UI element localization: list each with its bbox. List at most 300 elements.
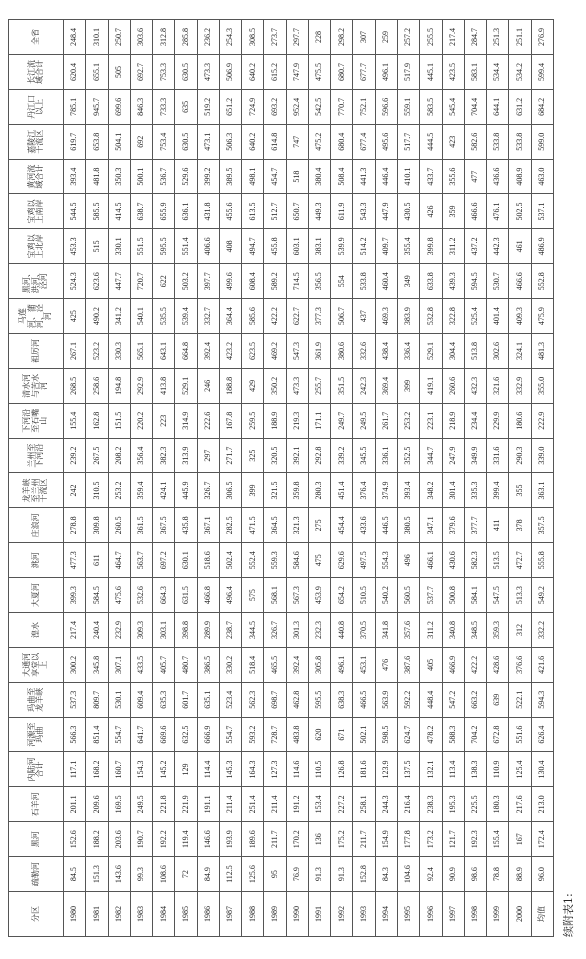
table-cell: 455.8 <box>264 229 286 264</box>
table-cell: 292.8 <box>308 438 330 473</box>
column-header: 下河沿至石嘴山 <box>9 403 64 438</box>
table-cell: 303.1 <box>153 613 175 648</box>
table-cell: 216.4 <box>397 787 419 822</box>
table-cell: 503.2 <box>175 264 197 299</box>
table-cell: 518 <box>286 159 308 194</box>
table-cell: 348.5 <box>464 613 486 648</box>
table-cell: 399 <box>397 368 419 403</box>
table-cell: 599.0 <box>531 124 553 159</box>
table-cell: 560.5 <box>397 578 419 613</box>
table-cell: 422.2 <box>264 299 286 334</box>
table-cell: 188.2 <box>86 822 108 857</box>
table-cell: 502.1 <box>353 717 375 752</box>
table-cell: 227.2 <box>331 787 353 822</box>
table-cell: 584.5 <box>86 578 108 613</box>
table-cell: 620.4 <box>64 55 86 90</box>
table-cell: 217.6 <box>509 787 531 822</box>
table-cell: 635 <box>175 89 197 124</box>
table-cell: 518.4 <box>242 647 264 682</box>
table-cell: 563.9 <box>375 682 397 717</box>
table-cell: 583.1 <box>464 55 486 90</box>
table-cell: 481.3 <box>531 334 553 369</box>
table-cell: 529.1 <box>420 334 442 369</box>
table-cell: 312.8 <box>153 20 175 55</box>
row-label-cell: 1994 <box>375 892 397 937</box>
table-cell: 496.1 <box>331 647 353 682</box>
table-cell: 720.7 <box>130 264 152 299</box>
column-header: 内陆河合计 <box>9 752 64 787</box>
table-cell: 477 <box>464 159 486 194</box>
table-cell: 242.3 <box>353 368 375 403</box>
table-cell: 463.0 <box>531 159 553 194</box>
table-row <box>375 20 397 937</box>
table-cell: 552.4 <box>242 543 264 578</box>
table-cell: 532.6 <box>130 578 152 613</box>
table-cell: 753.4 <box>153 124 175 159</box>
table-cell: 435.8 <box>175 508 197 543</box>
table-cell: 84.9 <box>197 857 219 892</box>
table-cell: 356.4 <box>130 438 152 473</box>
table-cell: 401.4 <box>487 299 509 334</box>
row-label-cell: 1997 <box>442 892 464 937</box>
table-cell: 302.6 <box>487 334 509 369</box>
table-cell: 369.4 <box>375 368 397 403</box>
table-cell: 304.4 <box>442 334 464 369</box>
table-cell: 332.6 <box>353 334 375 369</box>
row-label-cell: 1999 <box>487 892 509 937</box>
table-cell: 563.7 <box>130 543 152 578</box>
row-label-cell: 1989 <box>264 892 286 937</box>
table-cell: 437.2 <box>464 229 486 264</box>
table-cell: 405.7 <box>153 647 175 682</box>
table-cell: 423.5 <box>442 55 464 90</box>
table-cell: 582.6 <box>464 124 486 159</box>
table-cell: 88.9 <box>509 857 531 892</box>
table-cell: 432.3 <box>464 368 486 403</box>
table-cell: 168.2 <box>86 752 108 787</box>
table-cell: 697.2 <box>153 543 175 578</box>
table-cell: 506.7 <box>331 299 353 334</box>
table-cell: 438.4 <box>375 334 397 369</box>
table-cell: 258.6 <box>86 368 108 403</box>
table-cell: 585.5 <box>86 194 108 229</box>
table-cell: 430.5 <box>397 194 419 229</box>
row-label-cell: 1988 <box>242 892 264 937</box>
table-cell: 475.9 <box>531 299 553 334</box>
table-cell: 480.7 <box>175 647 197 682</box>
table-cell: 454.7 <box>264 159 286 194</box>
table-cell: 540.2 <box>375 578 397 613</box>
table-cell: 433.7 <box>420 159 442 194</box>
table-cell: 585.6 <box>242 299 264 334</box>
table-cell: 595.5 <box>308 682 330 717</box>
table-cell: 172.4 <box>531 822 553 857</box>
table-row <box>153 20 175 937</box>
table-cell: 285.8 <box>175 20 197 55</box>
table-cell: 249.7 <box>331 403 353 438</box>
table-cell: 321.5 <box>264 473 286 508</box>
table-cell: 583.5 <box>420 89 442 124</box>
table-cell: 254.3 <box>219 20 241 55</box>
table-cell: 341.8 <box>375 613 397 648</box>
table-cell: 383.1 <box>308 229 330 264</box>
table-row <box>64 20 86 937</box>
table-cell: 289.9 <box>197 613 219 648</box>
table-cell: 126.8 <box>331 752 353 787</box>
table-caption: 续附表1: <box>562 893 575 937</box>
table-cell: 173.2 <box>420 822 442 857</box>
table-cell: 623.6 <box>86 264 108 299</box>
row-label-cell: 均值 <box>531 892 553 937</box>
table-cell: 517.9 <box>397 55 419 90</box>
table-cell: 478.2 <box>420 717 442 752</box>
table-cell: 562.3 <box>242 682 264 717</box>
table-cell: 631.2 <box>509 89 531 124</box>
table-cell: 426 <box>420 194 442 229</box>
table-cell: 345.8 <box>86 647 108 682</box>
table-row <box>531 20 553 937</box>
table-cell: 301.4 <box>442 473 464 508</box>
table-cell: 330.1 <box>108 229 130 264</box>
table-cell: 554.7 <box>108 717 130 752</box>
table-cell: 635.3 <box>153 682 175 717</box>
table-cell: 431.8 <box>197 194 219 229</box>
table-cell: 221.9 <box>175 787 197 822</box>
table-cell: 466.6 <box>509 264 531 299</box>
table-cell: 680.4 <box>331 124 353 159</box>
row-label-cell: 1996 <box>420 892 442 937</box>
table-cell: 387.6 <box>397 647 419 682</box>
table-cell: 651.2 <box>219 89 241 124</box>
table-cell: 137.5 <box>397 752 419 787</box>
table-cell: 78.8 <box>487 857 509 892</box>
table-cell: 143.6 <box>108 857 130 892</box>
table-cell: 629.6 <box>331 543 353 578</box>
table-cell: 594.3 <box>531 682 553 717</box>
table-cell: 114.6 <box>286 752 308 787</box>
table-cell: 663.2 <box>464 682 486 717</box>
table-cell: 473.3 <box>197 55 219 90</box>
table-cell: 392.4 <box>197 334 219 369</box>
table-cell: 567.3 <box>286 578 308 613</box>
table-cell: 290.3 <box>509 438 531 473</box>
column-header: 清水河与苦水河 <box>9 368 64 403</box>
row-label-cell: 1984 <box>153 892 175 937</box>
table-cell: 476 <box>375 647 397 682</box>
table-cell: 638.7 <box>130 194 152 229</box>
table-cell: 626.4 <box>531 717 553 752</box>
table-cell: 112.5 <box>219 857 241 892</box>
table-cell: 429 <box>242 368 264 403</box>
table-cell: 222.9 <box>531 403 553 438</box>
column-header: 全省 <box>9 20 64 55</box>
table-cell: 208.2 <box>108 438 130 473</box>
table-cell: 654.2 <box>331 578 353 613</box>
table-cell: 378 <box>509 508 531 543</box>
table-cell: 244.3 <box>375 787 397 822</box>
table-cell: 455.6 <box>219 194 241 229</box>
table-cell: 473.1 <box>197 124 219 159</box>
table-cell: 344.7 <box>420 438 442 473</box>
table-cell: 326.7 <box>264 613 286 648</box>
table-cell: 261.7 <box>375 403 397 438</box>
table-cell: 340.8 <box>442 613 464 648</box>
table-cell: 512.7 <box>264 194 286 229</box>
table-cell: 636.1 <box>175 194 197 229</box>
table-cell: 568.1 <box>264 578 286 613</box>
table-cell: 639 <box>487 682 509 717</box>
table-cell: 559.1 <box>397 89 419 124</box>
table-cell: 305.8 <box>308 647 330 682</box>
table-cell: 91.3 <box>308 857 330 892</box>
table-cell: 145.3 <box>219 752 241 787</box>
table-cell: 96.0 <box>531 857 553 892</box>
table-row <box>130 20 152 937</box>
table-cell: 460.4 <box>375 264 397 299</box>
table-cell: 280.3 <box>308 473 330 508</box>
table-cell: 534.4 <box>487 55 509 90</box>
table-cell: 359.8 <box>286 473 308 508</box>
table-cell: 284.7 <box>464 20 486 55</box>
table-cell: 698.7 <box>264 682 286 717</box>
table-cell: 446.5 <box>375 508 397 543</box>
table-cell: 267.5 <box>86 438 108 473</box>
table-cell: 95 <box>264 857 286 892</box>
table-cell: 330.2 <box>219 647 241 682</box>
column-header: 嘉陵江干流区 <box>9 124 64 159</box>
table-cell: 91.3 <box>331 857 353 892</box>
table-cell: 554.3 <box>375 543 397 578</box>
table-cell: 335.3 <box>464 473 486 508</box>
table-cell: 138.3 <box>464 752 486 787</box>
table-cell: 641.7 <box>130 717 152 752</box>
table-cell: 211.4 <box>264 787 286 822</box>
table-cell: 377.3 <box>308 299 330 334</box>
table-cell: 359 <box>442 194 464 229</box>
table-cell: 614.8 <box>264 124 286 159</box>
table-cell: 532.8 <box>420 299 442 334</box>
table-cell: 469.3 <box>375 299 397 334</box>
table-cell: 540.1 <box>130 299 152 334</box>
table-cell: 273.7 <box>264 20 286 55</box>
table-cell: 211.7 <box>353 822 375 857</box>
table-cell: 259.5 <box>242 403 264 438</box>
row-label-cell: 1985 <box>175 892 197 937</box>
table-cell: 453.1 <box>353 647 375 682</box>
table-cell: 785.1 <box>64 89 86 124</box>
table-cell: 517.7 <box>397 124 419 159</box>
table-cell: 437 <box>353 299 375 334</box>
table-cell: 322.8 <box>442 299 464 334</box>
table-cell: 611 <box>86 543 108 578</box>
table-cell: 502.5 <box>509 194 531 229</box>
table-cell: 180.6 <box>509 403 531 438</box>
table-cell: 307 <box>353 20 375 55</box>
table-cell: 620 <box>308 717 330 752</box>
table-cell: 497.5 <box>353 543 375 578</box>
column-header: 龙羊峡至兰州干流区 <box>9 473 64 508</box>
table-cell: 367.5 <box>153 508 175 543</box>
table-row <box>353 20 375 937</box>
table-cell: 344.5 <box>242 613 264 648</box>
table-cell: 483.8 <box>286 717 308 752</box>
table-cell: 171.1 <box>308 403 330 438</box>
table-cell: 397.7 <box>197 264 219 299</box>
table-cell: 677.7 <box>353 55 375 90</box>
table-cell: 601.7 <box>175 682 197 717</box>
table-cell: 275 <box>308 508 330 543</box>
column-header: 洮河 <box>9 543 64 578</box>
table-cell: 167 <box>509 822 531 857</box>
table-cell: 671 <box>331 717 353 752</box>
table-cell: 355.4 <box>397 229 419 264</box>
table-cell: 565.1 <box>130 334 152 369</box>
table-row <box>397 20 419 937</box>
table-cell: 399.4 <box>487 473 509 508</box>
table-cell: 380.5 <box>397 508 419 543</box>
table-cell: 330.3 <box>108 334 130 369</box>
table-cell: 251.1 <box>509 20 531 55</box>
table-cell: 399.8 <box>420 229 442 264</box>
table-cell: 313.9 <box>175 438 197 473</box>
table-cell: 447.9 <box>375 194 397 229</box>
table-cell: 644.1 <box>487 89 509 124</box>
table-cell: 155.4 <box>487 822 509 857</box>
table-cell: 154.3 <box>130 752 152 787</box>
table-cell: 247.9 <box>442 438 464 473</box>
table-cell: 851.4 <box>86 717 108 752</box>
table-cell: 425 <box>64 299 86 334</box>
table-cell: 523.4 <box>219 682 241 717</box>
row-label-cell: 1987 <box>219 892 241 937</box>
table-cell: 619.7 <box>64 124 86 159</box>
table-cell: 554.7 <box>219 717 241 752</box>
table-cell: 380.6 <box>331 334 353 369</box>
table-cell: 152.6 <box>64 822 86 857</box>
table-cell: 379.6 <box>442 508 464 543</box>
table-cell: 635.1 <box>197 682 219 717</box>
table-cell: 535.5 <box>153 299 175 334</box>
table-cell: 464.7 <box>108 543 130 578</box>
table-cell: 544.5 <box>64 194 86 229</box>
table-cell: 357.5 <box>531 508 553 543</box>
table-cell: 238.3 <box>420 787 442 822</box>
table-cell: 220.2 <box>130 403 152 438</box>
table-cell: 152.8 <box>353 857 375 892</box>
table-cell: 364.5 <box>264 508 286 543</box>
table-body <box>64 20 554 937</box>
table-row <box>509 20 531 937</box>
column-header: 黑河、洪河、泾河 <box>9 264 64 299</box>
table-cell: 232.9 <box>108 613 130 648</box>
table-cell: 255.5 <box>420 20 442 55</box>
table-cell: 188.8 <box>219 368 241 403</box>
table-cell: 217.4 <box>442 20 464 55</box>
table-cell: 436.6 <box>487 159 509 194</box>
table-cell: 515 <box>86 229 108 264</box>
table-cell: 422.2 <box>464 647 486 682</box>
table-cell: 549.2 <box>531 578 553 613</box>
table-cell: 945.7 <box>86 89 108 124</box>
table-cell: 377.7 <box>464 508 486 543</box>
table-cell: 704.2 <box>464 717 486 752</box>
table-cell: 533.8 <box>487 124 509 159</box>
table-cell: 177.8 <box>397 822 419 857</box>
table-cell: 411 <box>487 508 509 543</box>
table-cell: 311.2 <box>442 229 464 264</box>
row-label-cell: 1982 <box>108 892 130 937</box>
table-cell: 104.6 <box>397 857 419 892</box>
table-row <box>286 20 308 937</box>
table-cell: 359.4 <box>130 473 152 508</box>
table-row <box>219 20 241 937</box>
table-cell: 234.4 <box>464 403 486 438</box>
table-cell: 189.6 <box>242 822 264 857</box>
table-cell: 130.4 <box>531 752 553 787</box>
table-cell: 846.3 <box>130 89 152 124</box>
table-cell: 349.9 <box>464 438 486 473</box>
table-cell: 306.5 <box>219 473 241 508</box>
table-cell: 623.5 <box>242 334 264 369</box>
table-cell: 592.2 <box>397 682 419 717</box>
table-cell: 447.7 <box>108 264 130 299</box>
table-cell: 257.2 <box>397 20 419 55</box>
table-row <box>175 20 197 937</box>
table-cell: 454.4 <box>331 508 353 543</box>
column-header: 玛曲至龙羊峡 <box>9 682 64 717</box>
table-cell: 684.2 <box>531 89 553 124</box>
table-cell: 282.5 <box>219 508 241 543</box>
table-cell: 155.4 <box>64 403 86 438</box>
table-cell: 311.2 <box>420 613 442 648</box>
table-cell: 255.7 <box>308 368 330 403</box>
table-cell: 433.5 <box>130 647 152 682</box>
table-cell: 630.1 <box>175 543 197 578</box>
table-cell: 672.8 <box>487 717 509 752</box>
table-cell: 439.3 <box>442 264 464 299</box>
table-cell: 537.3 <box>64 682 86 717</box>
table-row <box>86 20 108 937</box>
table-cell: 529.1 <box>175 368 197 403</box>
table-cell: 498.1 <box>242 159 264 194</box>
table-cell: 339.0 <box>531 438 553 473</box>
column-header: 石羊河 <box>9 787 64 822</box>
table-cell: 630.5 <box>175 55 197 90</box>
table-cell: 238.7 <box>219 613 241 648</box>
header-row <box>9 20 64 937</box>
column-header: 宝鸡以上北岸 <box>9 229 64 264</box>
table-cell: 598.5 <box>375 717 397 752</box>
table-cell: 356.5 <box>308 264 330 299</box>
table-cell: 519.2 <box>197 89 219 124</box>
table-cell: 753.3 <box>153 55 175 90</box>
table-cell: 310.5 <box>86 473 108 508</box>
table-cell: 449.3 <box>308 194 330 229</box>
table-cell: 593.2 <box>242 717 264 752</box>
table-cell: 153.4 <box>308 787 330 822</box>
table-cell: 609.4 <box>130 682 152 717</box>
table-cell: 250.7 <box>108 20 130 55</box>
table-cell: 594.5 <box>464 264 486 299</box>
table-cell: 98.6 <box>464 857 486 892</box>
table-cell: 364.4 <box>219 299 241 334</box>
table-cell: 453.9 <box>308 578 330 613</box>
table-cell: 348.2 <box>420 473 442 508</box>
table-cell: 222.6 <box>197 403 219 438</box>
table-cell: 90.9 <box>442 857 464 892</box>
table-cell: 466.9 <box>442 647 464 682</box>
data-table <box>8 19 554 937</box>
